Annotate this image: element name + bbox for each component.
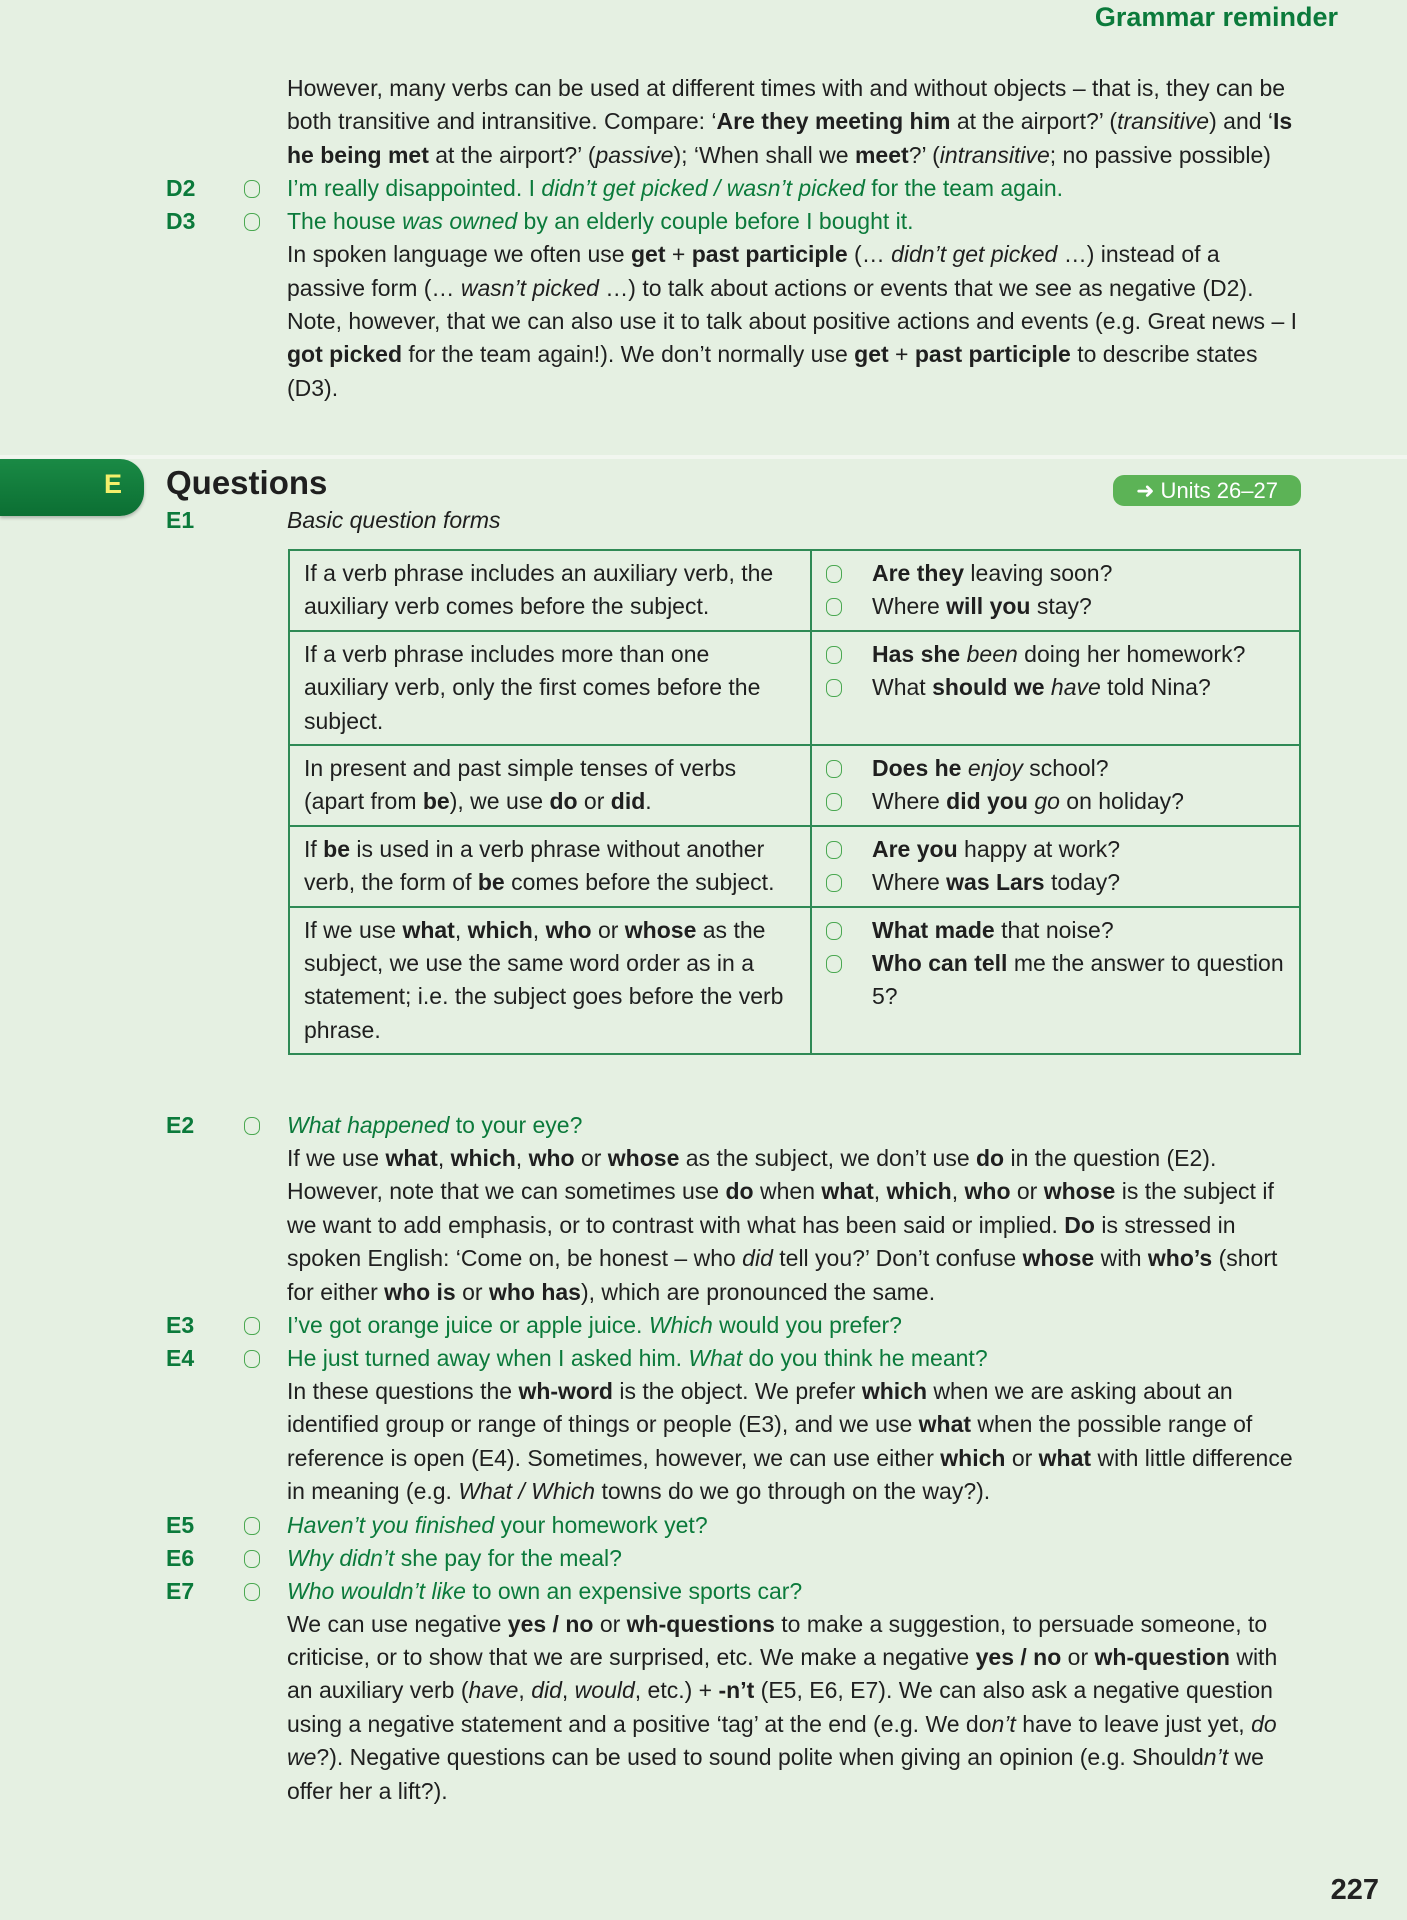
- checkbox[interactable]: [244, 213, 260, 231]
- rule-cell: If a verb phrase includes more than one auxiliary verb, only the first comes before the subject.: [289, 631, 811, 745]
- table-row: [289, 826, 1300, 907]
- checkbox[interactable]: [244, 1583, 260, 1601]
- table-row: [289, 550, 1300, 631]
- table-row: [289, 907, 1300, 1055]
- example-row-e7: [0, 1575, 1407, 1608]
- examples-cell: [811, 826, 1300, 907]
- example-sentence: The house was owned by an elderly couple before I bought it.: [287, 208, 914, 235]
- rule-cell: In present and past simple tenses of verbs (apart from be), we use do or did.: [289, 745, 811, 826]
- example-line: [826, 590, 1285, 623]
- example-line: [826, 914, 1285, 947]
- checkbox[interactable]: [826, 841, 842, 859]
- examples-cell: [811, 631, 1300, 745]
- example-line: [826, 638, 1285, 671]
- checkbox[interactable]: [244, 1517, 260, 1535]
- example-row-e3: [0, 1309, 1407, 1342]
- example-sentence: Who can tell me the answer to question 5?: [872, 950, 1284, 1010]
- example-row-e2: [0, 1109, 1407, 1142]
- examples-cell: [811, 550, 1300, 631]
- example-row-d2: [0, 172, 1407, 205]
- example-sentence: I’ve got orange juice or apple juice. Which would you prefer?: [287, 1312, 902, 1339]
- checkbox[interactable]: [244, 1317, 260, 1335]
- checkbox[interactable]: [244, 1350, 260, 1368]
- example-sentence: Where did you go on holiday?: [872, 788, 1184, 815]
- e1-code: E1: [166, 507, 195, 533]
- section-d-explanation: In spoken language we often use get + past participle (… didn’t get picked …) instead of a passive form (… wasn’t picked …) to talk about actions or events that we see as negative (D2). Note, however, that we can also use it to talk about positive actions and events (e.g. Great news – I got picked for the team again!). We don’t normally use get + past participle to describe states (D3).: [287, 241, 1298, 401]
- section-title: Questions: [166, 464, 328, 501]
- example-sentence: I’m really disappointed. I didn’t get picked / wasn’t picked for the team again.: [287, 175, 1064, 202]
- checkbox[interactable]: [826, 922, 842, 940]
- example-row-e5: [0, 1509, 1407, 1542]
- example-row-e6: [0, 1542, 1407, 1575]
- example-code: E2: [166, 1112, 195, 1138]
- rule-cell: If a verb phrase includes an auxiliary verb, the auxiliary verb comes before the subject.: [289, 550, 811, 631]
- example-sentence: He just turned away when I asked him. What do you think he meant?: [287, 1345, 988, 1372]
- example-sentence: Haven’t you finished your homework yet?: [287, 1511, 708, 1538]
- example-line: [826, 833, 1285, 866]
- checkbox[interactable]: [826, 874, 842, 892]
- checkbox[interactable]: [826, 565, 842, 583]
- example-code: E5: [166, 1511, 195, 1538]
- checkbox[interactable]: [244, 180, 260, 198]
- checkbox[interactable]: [826, 955, 842, 973]
- example-row-d3: [0, 205, 1407, 238]
- example-sentence: Where was Lars today?: [872, 869, 1121, 896]
- example-code: D3: [166, 208, 196, 235]
- example-code: E3: [166, 1312, 195, 1339]
- checkbox[interactable]: [826, 598, 842, 616]
- example-line: [826, 947, 1285, 1014]
- intro-paragraph: However, many verbs can be used at different times with and without objects – that is, they can be both transitive and intransitive. Compare: ‘Are they meeting him at the airport?’ (transitive) and ‘Is he being met at the airport?’ (passive); ‘When shall we meet?’ (intransitive; no passive possible): [287, 75, 1293, 168]
- examples-cell: [811, 907, 1300, 1055]
- example-code: D2: [166, 175, 196, 202]
- rule-cell: If be is used in a verb phrase without another verb, the form of be comes before the subject.: [289, 826, 811, 907]
- section-letter: E: [103, 469, 122, 499]
- example-sentence: Where will you stay?: [872, 593, 1092, 620]
- example-sentence: What made that noise?: [872, 916, 1114, 943]
- example-code: E7: [166, 1577, 195, 1604]
- example-sentence: Has she been doing her homework?: [872, 640, 1246, 667]
- rule-cell: If we use what, which, who or whose as the subject, we use the same word order as in a statement; i.e. the subject goes before the verb phrase.: [289, 907, 811, 1055]
- examples-cell: [811, 745, 1300, 826]
- table-row: [289, 745, 1300, 826]
- e5-e7-explanation: We can use negative yes / no or wh-questions to make a suggestion, to persuade someone, to criticise, or to show that we are surprised, etc. We make a negative yes / no or wh-question with an auxiliary verb (have, did, would, etc.) + -n’t (E5, E6, E7). We can also ask a negative question using a negative statement and a positive ‘tag’ at the end (e.g. We don’t have to leave just yet, do we?). Negative questions can be used to sound polite when giving an opinion (e.g. Shouldn’t we offer her a lift?).: [287, 1610, 1278, 1804]
- e2-explanation: If we use what, which, who or whose as the subject, we don’t use do in the question (E2). However, note that we can sometimes use do when what, which, who or whose is the subject if we want to add emphasis, or to contrast with what has been said or implied. Do is stressed in spoken English: ‘Come on, be honest – who did tell you?’ Don’t confuse whose with who’s (short for either who is or who has), which are pronounced the same.: [287, 1145, 1278, 1305]
- example-line: [826, 785, 1285, 818]
- example-sentence: Are they leaving soon?: [872, 560, 1113, 586]
- section-e-examples: [0, 1109, 1407, 1808]
- checkbox[interactable]: [826, 760, 842, 778]
- checkbox[interactable]: [826, 793, 842, 811]
- example-sentence: Why didn’t she pay for the meal?: [287, 1544, 622, 1571]
- section-divider: [0, 455, 1407, 459]
- question-forms-table: [288, 549, 1301, 1055]
- example-code: E6: [166, 1544, 195, 1571]
- checkbox[interactable]: [244, 1117, 260, 1135]
- example-row-e4: [0, 1342, 1407, 1375]
- example-code: E4: [166, 1345, 195, 1372]
- example-line: [826, 671, 1285, 704]
- example-sentence: What happened to your eye?: [287, 1112, 583, 1138]
- example-sentence: Does he enjoy school?: [872, 755, 1109, 782]
- example-sentence: Are you happy at work?: [872, 835, 1121, 862]
- example-sentence: What should we have told Nina?: [872, 674, 1211, 701]
- example-line: [826, 866, 1285, 899]
- checkbox[interactable]: [244, 1550, 260, 1568]
- page-header-title: Grammar reminder: [1094, 2, 1338, 32]
- units-link-badge[interactable]: ➜ Units 26–27: [1113, 475, 1301, 506]
- section-d-continuation: [0, 72, 1407, 405]
- checkbox[interactable]: [826, 646, 842, 664]
- e3-e4-explanation: In these questions the wh-word is the object. We prefer which when we are asking about an identified group or range of things or people (E3), and we use what when the possible range of reference is open (E4). Sometimes, however, we can use either which or what with little difference in meaning (e.g. What / Which towns do we go through on the way?).: [287, 1378, 1293, 1505]
- section-tab-e: [0, 459, 144, 516]
- page-number: 227: [1330, 1874, 1379, 1906]
- example-line: [826, 752, 1285, 785]
- example-line: [826, 557, 1285, 590]
- example-sentence: Who wouldn’t like to own an expensive sports car?: [287, 1577, 803, 1604]
- checkbox[interactable]: [826, 679, 842, 697]
- e1-label: Basic question forms: [287, 507, 501, 533]
- table-row: [289, 631, 1300, 745]
